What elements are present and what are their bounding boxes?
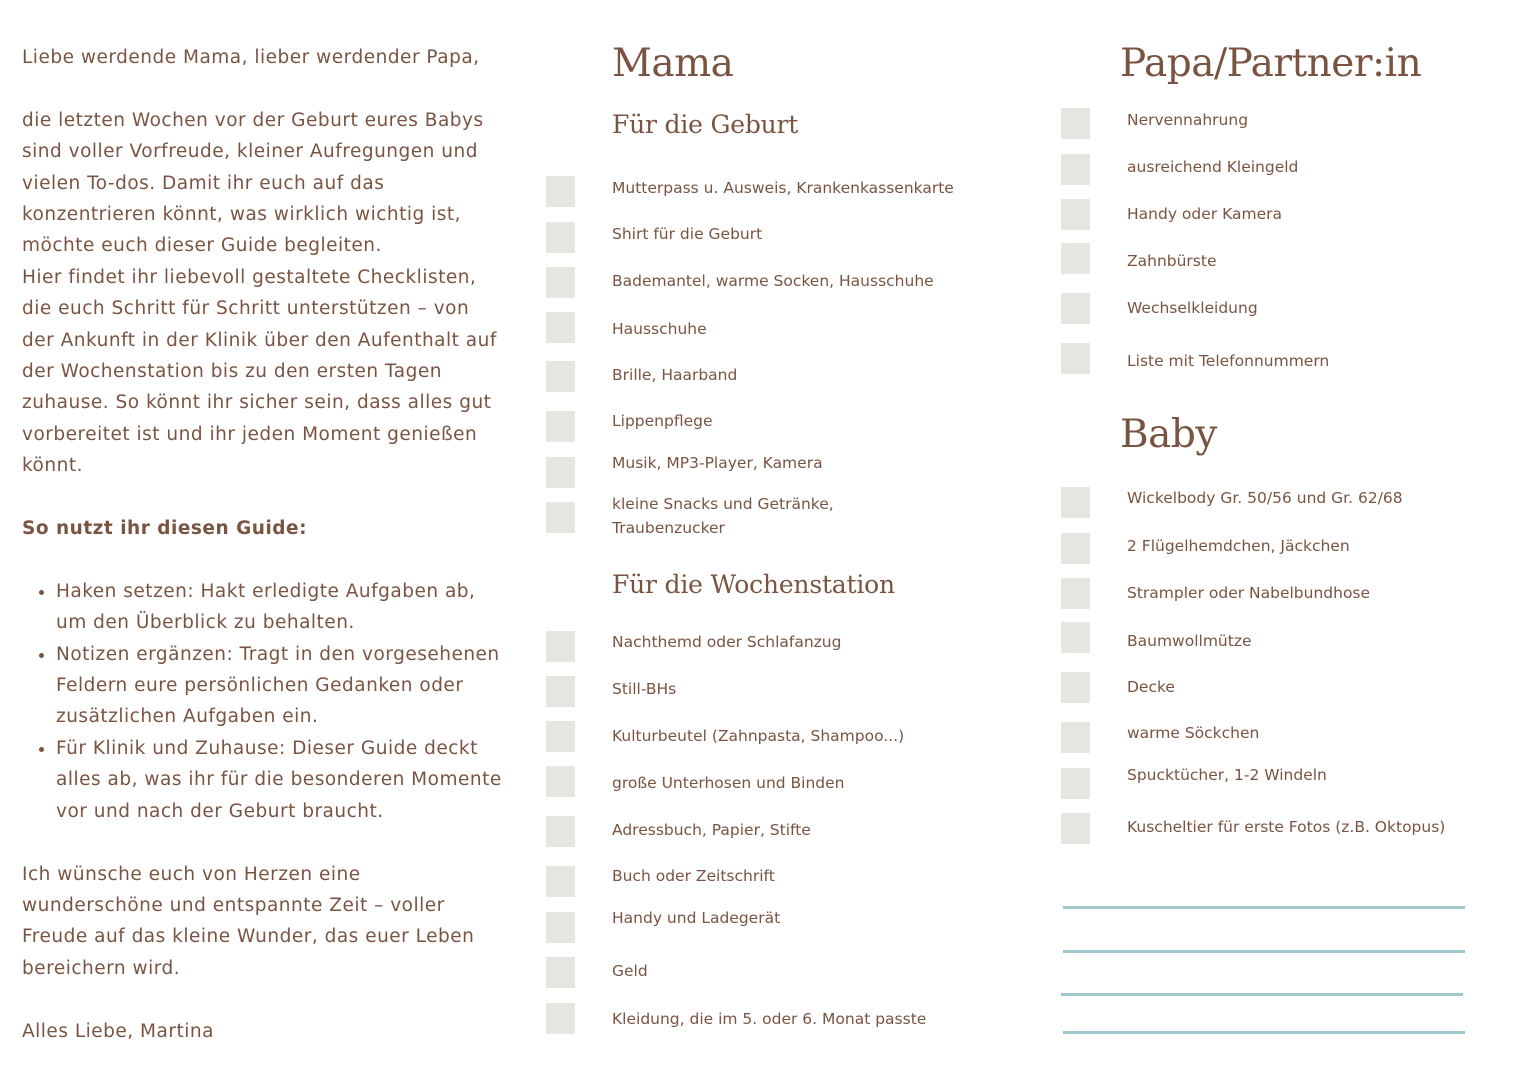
checkbox-birth-6[interactable]	[546, 457, 575, 488]
note-line[interactable]	[1063, 1031, 1465, 1034]
birth-item-label: Bademantel, warme Socken, Hausschuhe	[612, 272, 934, 290]
intro-column	[22, 42, 502, 1047]
ward-item-label: Handy und Ladegerät	[612, 909, 781, 927]
intro-paragraph-2: Hier findet ihr liebevoll gestaltete Checklisten, die euch Schritt für Schritt unterstützen – von der Ankunft in der Klinik über den Aufenthalt auf der Wochenstation bis zu den ersten Tagen zuhause. So könnt ihr sicher sein, dass alles gut vorbereitet ist und ihr jeden Moment genießen könnt.	[22, 266, 497, 477]
ward-item-label: Kulturbeutel (Zahnpasta, Shampoo...)	[612, 727, 905, 745]
ward-item-label: Buch oder Zeitschrift	[612, 867, 775, 885]
baby-item-label: Kuscheltier für erste Fotos (z.B. Oktopus)	[1127, 818, 1446, 836]
birth-item-label: Brille, Haarband	[612, 366, 738, 384]
checkbox-partner-5[interactable]	[1061, 343, 1090, 374]
checkbox-baby-0[interactable]	[1061, 487, 1090, 518]
checkbox-birth-5[interactable]	[546, 411, 575, 442]
howto-item: • Für Klinik und Zuhause: Dieser Guide deckt alles ab, was ihr für die besonderen Momente vor und nach der Geburt braucht.	[56, 733, 502, 827]
baby-title: Baby	[1120, 412, 1217, 457]
checkbox-birth-3[interactable]	[546, 312, 575, 343]
howto-list	[22, 576, 502, 827]
note-line[interactable]	[1061, 993, 1463, 996]
baby-item-label: Wickelbody Gr. 50/56 und Gr. 62/68	[1127, 489, 1403, 507]
baby-item-label: 2 Flügelhemdchen, Jäckchen	[1127, 537, 1350, 555]
birth-item-label-continued: Traubenzucker	[612, 519, 725, 537]
checkbox-baby-3[interactable]	[1061, 622, 1090, 653]
checkbox-baby-6[interactable]	[1061, 768, 1090, 799]
birth-item-label: Lippenpflege	[612, 412, 713, 430]
ward-item-label: große Unterhosen und Binden	[612, 774, 845, 792]
ward-item-label: Adressbuch, Papier, Stifte	[612, 821, 811, 839]
note-line[interactable]	[1063, 950, 1465, 953]
birth-section-title: Für die Geburt	[612, 110, 799, 139]
checkbox-partner-1[interactable]	[1061, 154, 1090, 185]
checkbox-birth-7[interactable]	[546, 502, 575, 533]
howto-item: • Notizen ergänzen: Tragt in den vorgesehenen Feldern eure persönlichen Gedanken oder zusätzlichen Aufgaben ein.	[56, 639, 502, 733]
checkbox-ward-7[interactable]	[546, 957, 575, 988]
checkbox-ward-8[interactable]	[546, 1003, 575, 1034]
checkbox-birth-1[interactable]	[546, 222, 575, 253]
checkbox-baby-4[interactable]	[1061, 672, 1090, 703]
ward-section-title: Für die Wochenstation	[612, 570, 895, 599]
signature: Alles Liebe, Martina	[22, 1020, 214, 1042]
birth-item-label: Shirt für die Geburt	[612, 225, 763, 243]
checkbox-ward-6[interactable]	[546, 912, 575, 943]
checkbox-ward-5[interactable]	[546, 866, 575, 897]
intro-paragraph-1: die letzten Wochen vor der Geburt eures Babys sind voller Vorfreude, kleiner Aufregungen und vielen To-dos. Damit ihr euch auf das konzentrieren könnt, was wirklich wichtig ist, möchte euch dieser Guide begleiten.	[22, 109, 484, 257]
ward-item-label: Nachthemd oder Schlafanzug	[612, 633, 842, 651]
birth-item-label: kleine Snacks und Getränke,	[612, 495, 834, 513]
checkbox-baby-2[interactable]	[1061, 578, 1090, 609]
partner-item-label: Liste mit Telefonnummern	[1127, 352, 1330, 370]
greeting: Liebe werdende Mama, lieber werdender Papa,	[22, 47, 480, 68]
baby-item-label: Baumwollmütze	[1127, 632, 1252, 650]
checkbox-ward-3[interactable]	[546, 766, 575, 797]
closing-paragraph: Ich wünsche euch von Herzen eine wunderschöne und entspannte Zeit – voller Freude auf das kleine Wunder, das euer Leben bereichern wird.	[22, 863, 475, 979]
checkbox-ward-2[interactable]	[546, 721, 575, 752]
checkbox-birth-0[interactable]	[546, 176, 575, 207]
baby-item-label: Spucktücher, 1-2 Windeln	[1127, 766, 1327, 784]
checkbox-baby-1[interactable]	[1061, 533, 1090, 564]
checkbox-partner-4[interactable]	[1061, 293, 1090, 324]
partner-title: Papa/Partner:in	[1120, 41, 1422, 86]
birth-item-label: Musik, MP3-Player, Kamera	[612, 454, 823, 472]
partner-item-label: ausreichend Kleingeld	[1127, 158, 1299, 176]
checkbox-birth-2[interactable]	[546, 267, 575, 298]
ward-item-label: Geld	[612, 962, 648, 980]
checkbox-partner-0[interactable]	[1061, 108, 1090, 139]
checkbox-ward-1[interactable]	[546, 676, 575, 707]
checkbox-partner-3[interactable]	[1061, 243, 1090, 274]
partner-item-label: Wechselkleidung	[1127, 299, 1258, 317]
note-line[interactable]	[1063, 906, 1465, 909]
checkbox-ward-0[interactable]	[546, 631, 575, 662]
partner-item-label: Zahnbürste	[1127, 252, 1217, 270]
baby-item-label: Decke	[1127, 678, 1175, 696]
checkbox-birth-4[interactable]	[546, 361, 575, 392]
birth-item-label: Mutterpass u. Ausweis, Krankenkassenkarte	[612, 179, 954, 197]
partner-item-label: Handy oder Kamera	[1127, 205, 1282, 223]
birth-item-label: Hausschuhe	[612, 320, 707, 338]
checkbox-baby-7[interactable]	[1061, 813, 1090, 844]
checkbox-partner-2[interactable]	[1061, 199, 1090, 230]
howto-title: So nutzt ihr diesen Guide:	[22, 518, 307, 540]
baby-item-label: Strampler oder Nabelbundhose	[1127, 584, 1371, 602]
ward-item-label: Kleidung, die im 5. oder 6. Monat passte	[612, 1010, 927, 1028]
checkbox-baby-5[interactable]	[1061, 722, 1090, 753]
ward-item-label: Still-BHs	[612, 680, 677, 698]
mama-title: Mama	[612, 41, 734, 86]
checkbox-ward-4[interactable]	[546, 816, 575, 847]
baby-item-label: warme Söckchen	[1127, 724, 1260, 742]
partner-item-label: Nervennahrung	[1127, 111, 1249, 129]
howto-item: • Haken setzen: Hakt erledigte Aufgaben ab, um den Überblick zu behalten.	[56, 576, 502, 639]
